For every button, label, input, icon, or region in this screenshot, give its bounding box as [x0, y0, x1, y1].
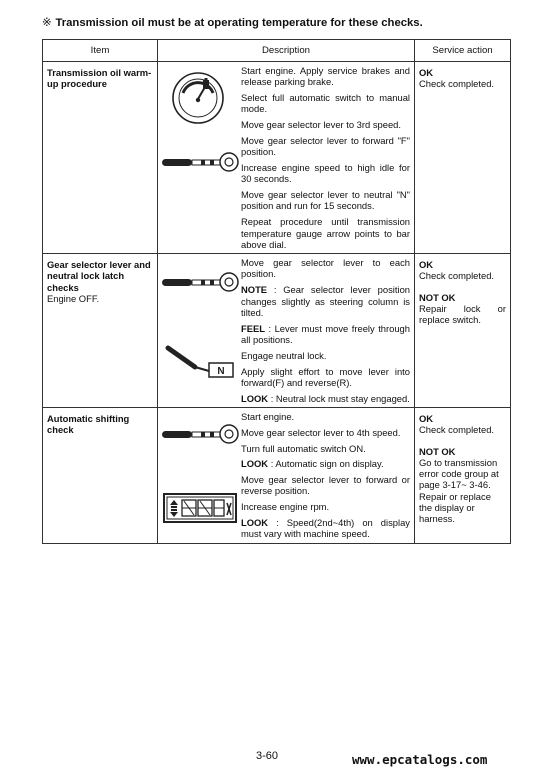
step: Turn full automatic switch ON. [241, 442, 366, 454]
table-row [43, 407, 511, 543]
description-cell [158, 254, 415, 408]
table-row [43, 62, 511, 254]
step: Start engine. [241, 410, 295, 422]
description-cell [158, 62, 415, 254]
step: Move gear selector lever to each position. [241, 257, 410, 280]
step: Move gear selector lever to forward "F" position. [241, 134, 410, 158]
watermark: www.epcatalogs.com [352, 752, 488, 767]
service-action-cell [415, 407, 511, 543]
ok-text: Check completed. [419, 270, 495, 282]
not-ok-text: Go to transmission error code group at page 3-17~ 3-46. [419, 456, 499, 491]
illustration-column [161, 411, 241, 540]
step: Move gear selector lever to 4th speed. [241, 426, 401, 438]
ok-label: OK [419, 67, 434, 78]
item-title: Automatic shifting check [47, 412, 130, 436]
service-action-cell [415, 254, 511, 408]
illustration-column [161, 65, 241, 250]
step: LOOK : Speed(2nd~4th) on display must vary with machine speed. [241, 517, 410, 540]
procedure-steps [241, 411, 410, 540]
inspection-table [42, 39, 511, 544]
step: Start engine. Apply service brakes and release parking brake. [241, 65, 410, 88]
step: Apply slight effort to move lever into forward(F) and reverse(R). [241, 365, 410, 388]
temperature-gauge-icon [171, 71, 225, 125]
step: Increase engine rpm. [241, 501, 330, 513]
item-condition: Engine OFF. [47, 293, 100, 305]
gear-selector-lever-icon [161, 423, 239, 445]
gear-selector-lever-icon [161, 271, 239, 293]
operating-temperature-note [42, 16, 512, 29]
procedure-steps [241, 257, 410, 404]
neutral-lock-glyph: N [217, 366, 225, 378]
step: Move gear selector lever to 3rd speed. [241, 119, 401, 131]
item-cell [43, 62, 158, 254]
transmission-display-icon [163, 493, 237, 523]
ok-label: OK [419, 259, 434, 271]
table-header-row [43, 40, 511, 62]
not-ok-text: Repair lock or replace switch. [419, 303, 506, 326]
description-cell [158, 407, 415, 543]
gear-selector-lever-icon [161, 151, 239, 173]
table-row [43, 254, 511, 408]
service-action-cell [415, 62, 511, 254]
neutral-lock-lever-icon [165, 345, 239, 379]
ok-text: Check completed. [419, 424, 495, 436]
item-title: Gear selector lever and neutral lock latch checks [47, 259, 151, 293]
step: Select full automatic switch to manual mode. [241, 92, 410, 115]
not-ok-label: NOT OK [419, 291, 456, 303]
not-ok-label: NOT OK [419, 445, 456, 457]
ok-label: OK [419, 412, 434, 424]
item-cell [43, 407, 158, 543]
item-cell [43, 254, 158, 408]
not-ok-extra: Repair or replace the display or harness. [419, 490, 491, 525]
step: LOOK : Automatic sign on display. [241, 458, 384, 470]
step: Move gear selector lever to forward or reverse position. [241, 474, 410, 497]
step: FEEL : Lever must move freely through all positions. [241, 322, 410, 345]
header-item: Item [43, 40, 158, 62]
step: LOOK : Neutral lock must stay engaged. [241, 392, 410, 404]
reference-mark: ※ [42, 17, 52, 29]
step: Increase engine speed to high idle for 30 seconds. [241, 162, 410, 185]
step: Engage neutral lock. [241, 349, 327, 361]
item-title: Transmission oil warm-up procedure [47, 67, 152, 90]
step: Move gear selector lever to neutral "N" position and run for 15 seconds. [241, 189, 410, 212]
procedure-steps [241, 65, 410, 250]
step: Repeat procedure until transmission temperature gauge arrow points to bar above dial. [241, 216, 410, 250]
header-description: Description [158, 40, 415, 62]
header-service-action: Service action [415, 40, 511, 62]
note-text: Transmission oil must be at operating temperature for these checks. [55, 17, 423, 29]
page-number: 3-60 [256, 750, 279, 762]
ok-text: Check completed. [419, 78, 495, 90]
step: NOTE : Gear selector lever position changes slightly as steering column is tilted. [241, 284, 410, 318]
illustration-column [161, 257, 241, 404]
